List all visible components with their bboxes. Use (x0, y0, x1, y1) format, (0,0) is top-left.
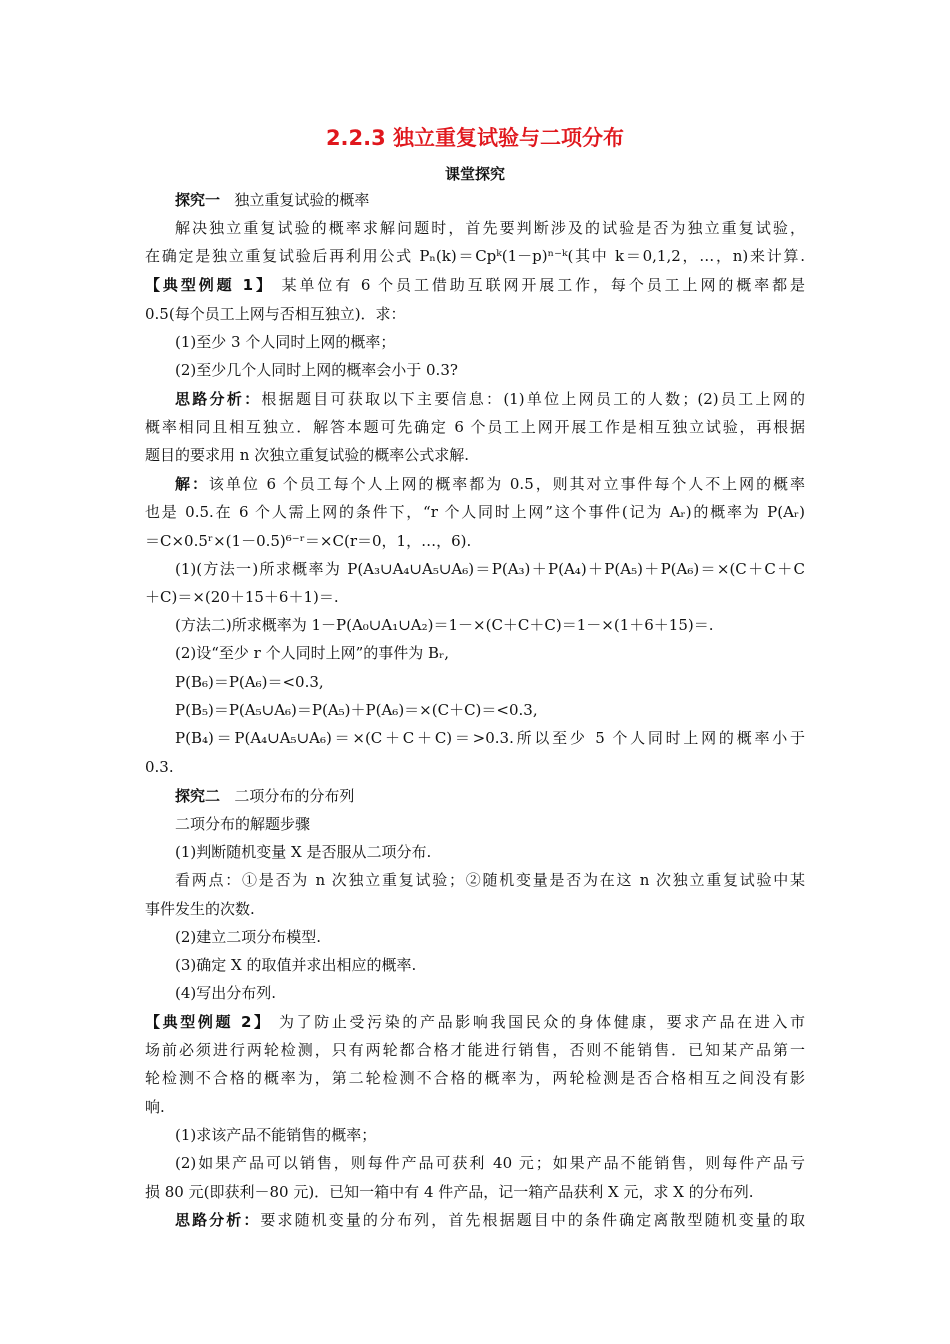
solution1-line1 (175, 474, 805, 494)
example2-text1: 为了防止受污染的产品影响我国民众的身体健康，要求产品在进入市 (279, 1013, 805, 1031)
section1-para-line2: 在确定是独立重复试验后再利用公式 Pₙ(k)＝Cpᵏ(1－p)ⁿ⁻ᵏ(其中 k＝0,1,2，…，n)来计算. (145, 247, 805, 265)
section1-para-line1: 解决独立重复试验的概率求解问题时，首先要判断涉及的试验是否为独立重复试验， (175, 219, 805, 237)
section1-label: 探究一 (175, 191, 221, 209)
section2-heading (175, 786, 805, 806)
solution1-label: 解： (175, 475, 209, 493)
section1-title: 独立重复试验的概率 (234, 191, 370, 209)
solution1-line7: (2)设“至少 r 个人同时上网”的事件为 Bᵣ, (175, 644, 450, 662)
example1-line2: 0.5(每个员工上网与否相互独立)．求： (145, 305, 406, 323)
section2-step-intro: 二项分布的解题步骤 (175, 815, 311, 833)
analysis2-text1: 要求随机变量的分布列，首先根据题目中的条件确定离散型随机变量的取 (260, 1211, 805, 1229)
example2-line3: 轮检测不合格的概率为，第二轮检测不合格的概率为，两轮检测是否合格相互之间没有影 (145, 1069, 805, 1087)
example2-question2-line2: 损 80 元(即获利－80 元)．已知一箱中有 4 件产品，记一箱产品获利 X 元，求 X 的分布列. (145, 1183, 754, 1201)
section2-step3: (3)确定 X 的取值并求出相应的概率. (175, 956, 417, 974)
section1-heading (175, 190, 805, 210)
section2-points-line2: 事件发生的次数. (145, 900, 255, 918)
example2-question2-line1: (2)如果产品可以销售，则每件产品可获利 40 元；如果产品不能销售，则每件产品亏 (175, 1154, 805, 1172)
analysis1-line1 (175, 389, 805, 409)
solution1-line10: P(B₄)＝P(A₄∪A₅∪A₆)＝×(C＋C＋C)＝>0.3.所以至少 5 个人同时上网的概率小于 (175, 729, 805, 747)
example2-line4: 响. (145, 1098, 165, 1116)
analysis1-text1: 根据题目可获取以下主要信息：(1)单位上网员工的人数；(2)员工上网的 (261, 390, 805, 408)
analysis1-label: 思路分析： (175, 390, 262, 408)
example1-tag: 【典型例题 1】 (145, 276, 274, 294)
section2-step4: (4)写出分布列. (175, 984, 277, 1002)
example1-text1: 某单位有 6 个员工借助互联网开展工作，每个员工上网的概率都是 (281, 276, 805, 294)
example1-question1: (1)至少 3 个人同时上网的概率； (175, 333, 396, 351)
document-title: 2.2.3 独立重复试验与二项分布 (325, 126, 625, 150)
example2-line2: 场前必须进行两轮检测，只有两轮都合格才能进行销售，否则不能销售．已知某产品第一 (145, 1041, 805, 1059)
document-subtitle: 课堂探究 (444, 165, 505, 183)
section2-step1: (1)判断随机变量 X 是否服从二项分布. (175, 843, 432, 861)
section2-title: 二项分布的分布列 (234, 787, 355, 805)
analysis1-line2: 概率相同且相互独立．解答本题可先确定 6 个员工上网开展工作是相互独立试验，再根据 (145, 418, 805, 436)
solution1-line6: (方法二)所求概率为 1－P(A₀∪A₁∪A₂)＝1－×(C＋C＋C)＝1－×(1＋6＋15)＝. (175, 616, 714, 634)
solution1-line8: P(B₆)＝P(A₆)＝<0.3, (175, 673, 324, 691)
example1-question2: (2)至少几个人同时上网的概率会小于 0.3? (175, 361, 458, 379)
example2-tag: 【典型例题 2】 (145, 1013, 272, 1031)
solution1-line5: ＋C)＝×(20＋15＋6＋1)＝. (145, 588, 339, 606)
solution1-line3: ＝C×0.5ʳ×(1－0.5)⁶⁻ʳ＝×C(r＝0，1，…，6). (145, 532, 472, 550)
analysis1-line3: 题目的要求用 n 次独立重复试验的概率公式求解. (145, 446, 469, 464)
example2-line1 (145, 1012, 805, 1032)
section2-points-line1: 看两点：①是否为 n 次独立重复试验；②随机变量是否为在这 n 次独立重复试验中某 (175, 871, 805, 889)
section2-step2: (2)建立二项分布模型. (175, 928, 322, 946)
solution1-line11: 0.3. (145, 758, 174, 776)
solution1-line2: 也是 0.5.在 6 个人需上网的条件下，“r 个人同时上网”这个事件(记为 Aᵣ)的概率为 P(Aᵣ) (145, 503, 805, 521)
analysis2-label: 思路分析： (175, 1211, 261, 1229)
solution1-line4: (1)(方法一)所求概率为 P(A₃∪A₄∪A₅∪A₆)＝P(A₃)＋P(A₄)＋P(A₅)＋P(A₆)＝×(C＋C＋C (175, 560, 805, 578)
example1-line1 (145, 275, 805, 295)
section2-label: 探究二 (175, 787, 221, 805)
example2-question1: (1)求该产品不能销售的概率； (175, 1126, 377, 1144)
analysis2-line1 (175, 1210, 805, 1230)
solution1-line9: P(B₅)＝P(A₅∪A₆)＝P(A₅)＋P(A₆)＝×(C＋C)＝<0.3, (175, 701, 538, 719)
solution1-text1: 该单位 6 个员工每个人上网的概率都为 0.5，则其对立事件每个人不上网的概率 (208, 475, 805, 493)
